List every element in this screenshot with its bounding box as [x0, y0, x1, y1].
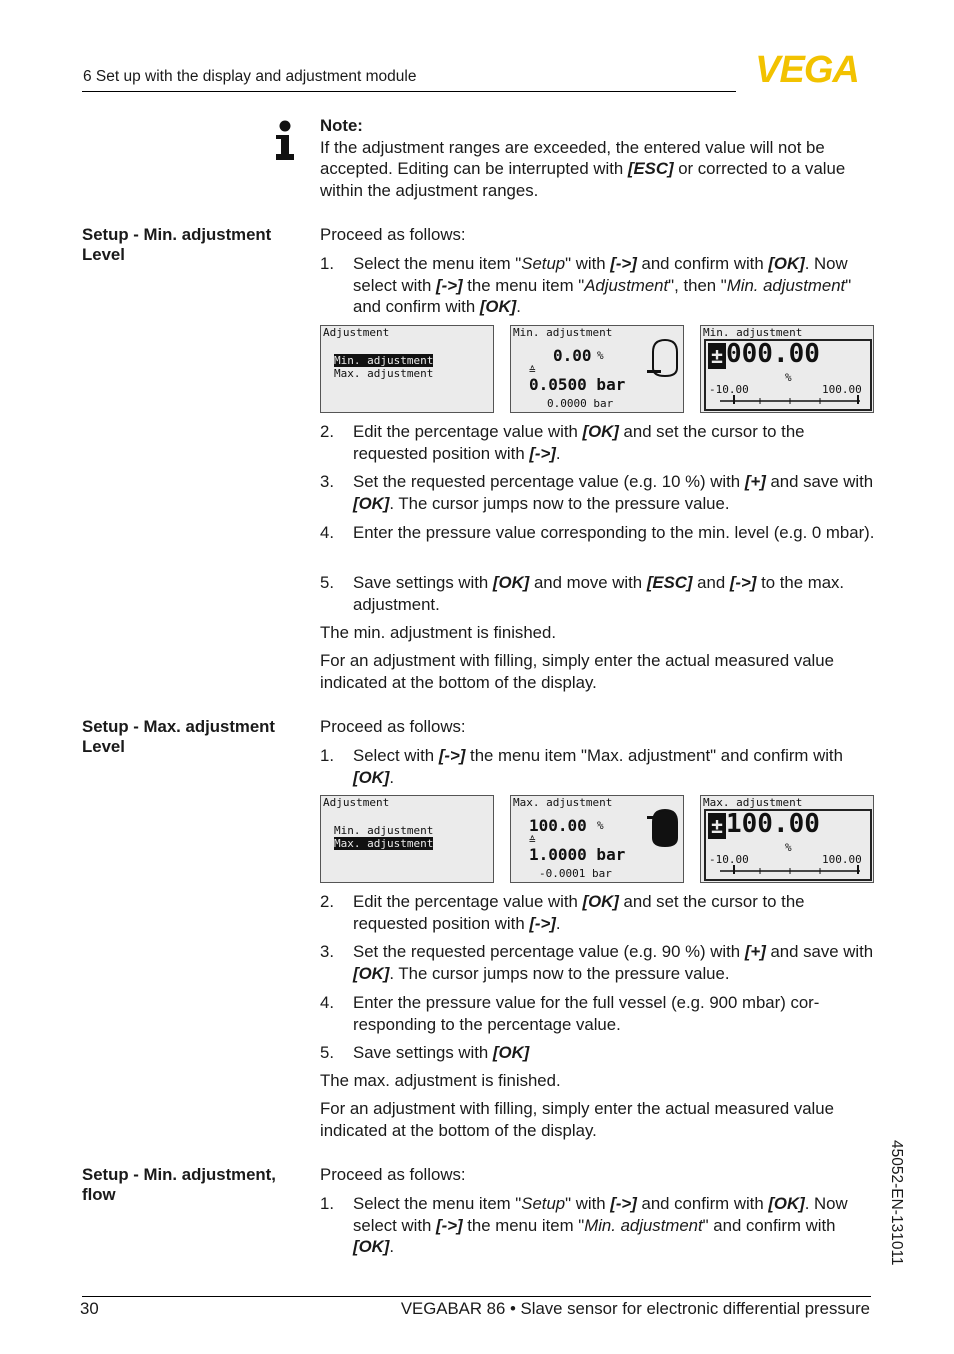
document-number: 45052-EN-131011 — [888, 1140, 905, 1266]
cursor-plus-minus-icon: ± — [708, 813, 726, 839]
min-level-finished: The min. adjustment is finished. — [320, 623, 556, 642]
display-adjustment-menu-min: Adjustment Min. adjustment Max. adjustment — [320, 325, 494, 413]
esc-key: [ESC] — [627, 159, 674, 178]
display-min-adjustment-value: Min. adjustment 0.00 % ≙ 0.0500 bar 0.0000 bar — [510, 325, 684, 413]
min-level-intro: Proceed as follows: — [320, 225, 466, 244]
range-scale — [720, 395, 860, 405]
display-max-adjustment-edit: Max. adjustment ± 100.00 % -10.00 100.00 — [700, 795, 874, 883]
page-number: 30 — [80, 1299, 99, 1318]
note-text: If the adjustment ranges are exceeded, the entered value will not be accepted. Editing can be interrupted with [ESC] or corrected to a value within the adjustment ranges. — [320, 137, 846, 200]
info-icon — [274, 120, 296, 162]
display-min-adjustment-edit: Min. adjustment ± 000.00 % -10.00 100.00 — [700, 325, 874, 413]
max-level-intro: Proceed as follows: — [320, 717, 466, 736]
max-level-finished: The max. adjustment is finished. — [320, 1071, 561, 1090]
vessel-full-icon — [645, 808, 683, 850]
side-heading-max-level: Setup - Max. adjustment Level — [82, 717, 276, 756]
vega-logo-text: VEGA — [755, 52, 859, 86]
side-heading-min-flow: Setup - Min. adjustment, flow — [82, 1165, 276, 1204]
note-title: Note: — [320, 116, 363, 135]
header-section-title: 6 Set up with the display and adjustment module — [83, 68, 417, 85]
display-max-adjustment-value: Max. adjustment 100.00 % ≙ 1.0000 bar -0.0001 bar — [510, 795, 684, 883]
min-flow-intro: Proceed as follows: — [320, 1165, 466, 1184]
cursor-plus-minus-icon: ± — [708, 343, 726, 369]
note-block — [320, 115, 880, 201]
vega-logo — [741, 52, 873, 86]
footer-rule — [82, 1296, 871, 1297]
display-adjustment-menu-max: Adjustment Min. adjustment Max. adjustment — [320, 795, 494, 883]
vessel-empty-icon — [645, 338, 683, 380]
min-level-filling-note: For an adjustment with filling, simply enter the actual measured value indicated at the bottom of the display. — [320, 651, 834, 692]
header-rule — [82, 91, 736, 92]
max-level-filling-note: For an adjustment with filling, simply enter the actual measured value indicated at the bottom of the display. — [320, 1099, 834, 1140]
side-heading-min-level: Setup - Min. adjustment Level — [82, 225, 272, 264]
footer-title: VEGABAR 86 • Slave sensor for electronic differential pressure — [400, 1299, 870, 1318]
range-scale — [720, 865, 860, 875]
